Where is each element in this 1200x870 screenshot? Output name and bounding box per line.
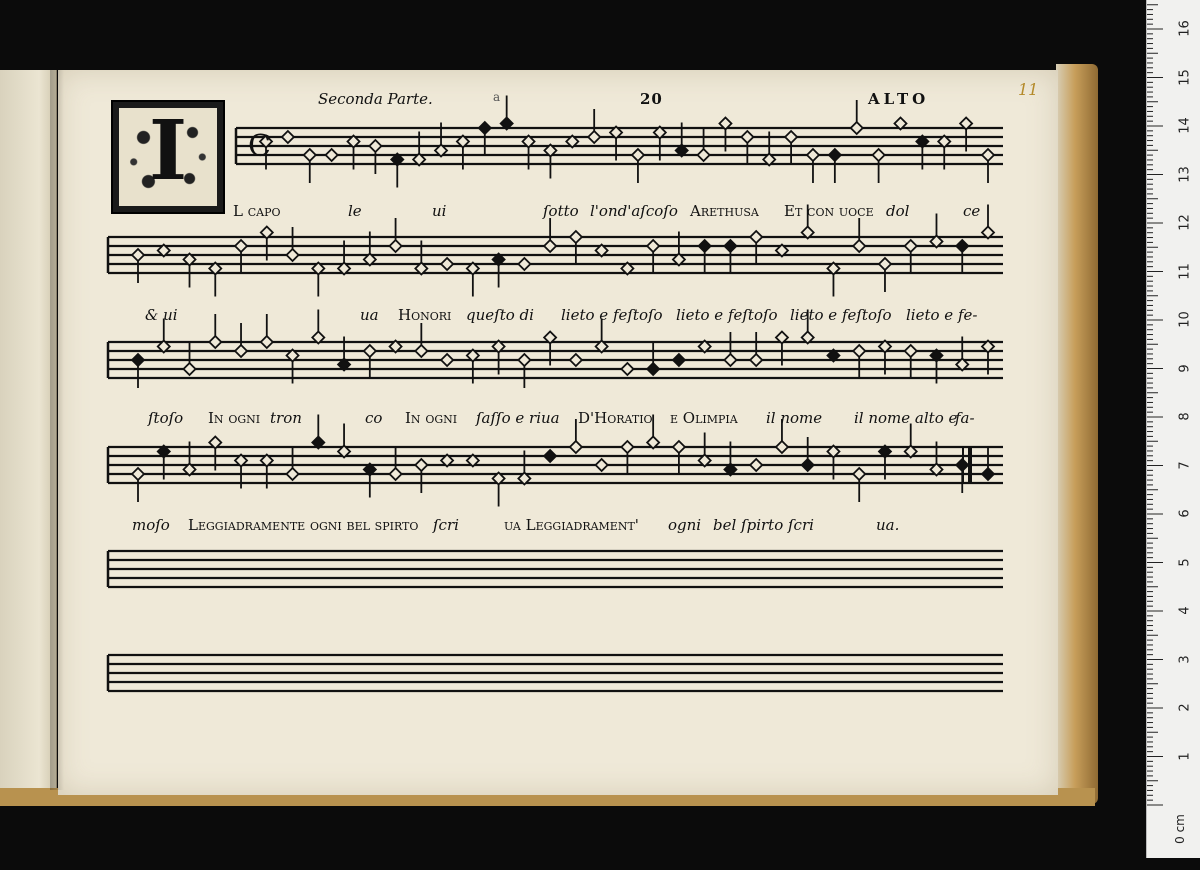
note-head: [570, 231, 582, 243]
note-head: [390, 240, 402, 252]
note-head: [905, 345, 917, 357]
music-staves: [58, 70, 1058, 795]
ruler-number: 12: [1177, 214, 1193, 231]
note-head: [982, 468, 994, 480]
note-head: [570, 354, 582, 366]
staff: [236, 96, 1003, 188]
note-head: [879, 258, 891, 270]
measuring-ruler: [1146, 0, 1200, 858]
ruler-number: 11: [1177, 262, 1193, 280]
note-head: [750, 231, 762, 243]
lyric-syllable: ſaſſo e riua: [476, 409, 560, 427]
lyric-syllable: Leggiadramente ogni bel ſpirto: [188, 516, 419, 534]
note-head: [326, 149, 338, 161]
note-head: [905, 240, 917, 252]
ruler-number: 14: [1177, 117, 1193, 134]
note-head: [132, 354, 144, 366]
ruler-number: 16: [1177, 20, 1193, 37]
ruler-number: 7: [1177, 460, 1193, 470]
note-head: [369, 140, 381, 152]
note-head: [776, 441, 788, 453]
lyric-syllable: dol: [886, 202, 910, 220]
music-page: [58, 70, 1058, 795]
lyric-syllable: tron: [270, 409, 302, 427]
note-head: [518, 354, 530, 366]
staff: [108, 655, 1003, 691]
lyric-syllable: le: [348, 202, 362, 220]
lyric-syllable: ogni: [668, 516, 702, 534]
note-head: [673, 441, 685, 453]
note-head: [235, 345, 247, 357]
note-head: [956, 240, 968, 252]
lyric-syllable: D'Horatio: [578, 409, 653, 427]
note-head: [699, 240, 711, 252]
staff: [108, 551, 1003, 587]
lyric-syllable: ui: [432, 202, 447, 220]
ruler-number: 10: [1177, 311, 1193, 328]
ruler-number: 3: [1177, 654, 1193, 664]
lyric-syllable: l'ond'aſcoſo: [590, 202, 678, 220]
mensuration-sign: C: [248, 129, 271, 164]
note-head: [235, 240, 247, 252]
ruler-number: 2: [1177, 703, 1193, 712]
initial-letter: I: [148, 103, 188, 199]
note-head: [184, 363, 196, 375]
note-head: [853, 468, 865, 480]
note-head: [441, 354, 453, 366]
section-title: Seconda Parte.: [318, 90, 433, 108]
ruler-unit-label: 0 cm: [1173, 814, 1188, 844]
lyric-syllable: moſo: [132, 516, 170, 534]
note-head: [807, 149, 819, 161]
note-head: [479, 122, 491, 134]
note-head: [673, 354, 685, 366]
note-head: [724, 354, 736, 366]
ruler-number: 15: [1177, 68, 1193, 86]
lyric-syllable: lieto e feſtoſo: [561, 306, 663, 324]
lyric-syllable: lieto e feſtoſo: [790, 306, 892, 324]
lyric-syllable: lieto e fe-: [906, 306, 978, 324]
note-head: [621, 363, 633, 375]
note-head: [724, 240, 736, 252]
note-head: [287, 249, 299, 261]
signature-mark: a: [493, 90, 501, 104]
ruler-number: 4: [1177, 606, 1193, 615]
lyric-syllable: ſotto: [543, 202, 579, 220]
note-head: [632, 149, 644, 161]
note-head: [750, 459, 762, 471]
note-head: [588, 131, 600, 143]
lyric-syllable: ſtoſo: [148, 409, 184, 427]
ruler-number: 6: [1177, 509, 1193, 518]
note-head: [802, 459, 814, 471]
staff: [108, 415, 1003, 507]
ruler-number: 8: [1177, 412, 1193, 421]
lyric-syllable: e Olimpia: [670, 409, 738, 427]
book-cover-edge: [1056, 64, 1098, 804]
note-head: [390, 468, 402, 480]
lyric-syllable: & ui: [145, 306, 178, 324]
note-head: [287, 468, 299, 480]
note-head: [544, 450, 556, 462]
lyric-syllable: Arethuſa: [690, 202, 759, 220]
note-head: [741, 131, 753, 143]
lyric-syllable: lieto e feſtoſo: [676, 306, 778, 324]
note-head: [750, 354, 762, 366]
lyric-syllable: Et con uoce: [784, 202, 874, 220]
ruler-number: 9: [1177, 363, 1193, 373]
lyric-syllable: Honori: [398, 306, 452, 324]
note-head: [596, 459, 608, 471]
note-head: [570, 441, 582, 453]
lyric-syllable: ua Leggiadrament': [504, 516, 639, 534]
lyric-syllable: queſto di: [466, 306, 534, 324]
note-head: [785, 131, 797, 143]
ruler-number: 13: [1177, 165, 1193, 183]
lyric-syllable: il nome alto e: [854, 409, 958, 427]
note-head: [621, 441, 633, 453]
note-head: [853, 240, 865, 252]
ruler-number: 1: [1177, 751, 1193, 761]
note-head: [982, 149, 994, 161]
lyric-syllable: fa-: [955, 409, 975, 427]
lyric-syllable: ua.: [876, 516, 900, 534]
note-head: [209, 336, 221, 348]
note-head: [415, 345, 427, 357]
note-head: [282, 131, 294, 143]
note-head: [873, 149, 885, 161]
page-number: 20: [640, 90, 663, 108]
voice-part: ALTO: [868, 90, 930, 108]
note-head: [415, 459, 427, 471]
left-page-edge: [0, 70, 57, 790]
lyric-syllable: il nome: [766, 409, 823, 427]
note-head: [441, 258, 453, 270]
lyric-syllable: ſcri: [433, 516, 459, 534]
note-head: [544, 240, 556, 252]
lyric-syllable: ce: [963, 202, 981, 220]
lyric-syllable: bel ſpirto ſcri: [713, 516, 814, 534]
note-head: [304, 149, 316, 161]
lyric-syllable: In ogni: [405, 409, 458, 427]
folio-annotation: 11: [1018, 80, 1039, 99]
note-head: [647, 240, 659, 252]
note-head: [518, 258, 530, 270]
note-head: [829, 149, 841, 161]
lyric-syllable: L capo: [233, 202, 281, 220]
lyric-syllable: co: [365, 409, 383, 427]
note-head: [698, 149, 710, 161]
note-head: [851, 122, 863, 134]
ruler-number: 5: [1177, 557, 1193, 567]
lyric-syllable: In ogni: [208, 409, 261, 427]
note-head: [647, 363, 659, 375]
note-head: [364, 345, 376, 357]
note-head: [132, 468, 144, 480]
note-head: [132, 249, 144, 261]
lyric-syllable: ua: [360, 306, 379, 324]
note-head: [853, 345, 865, 357]
note-head: [261, 336, 273, 348]
spine-shadow: [50, 70, 64, 790]
